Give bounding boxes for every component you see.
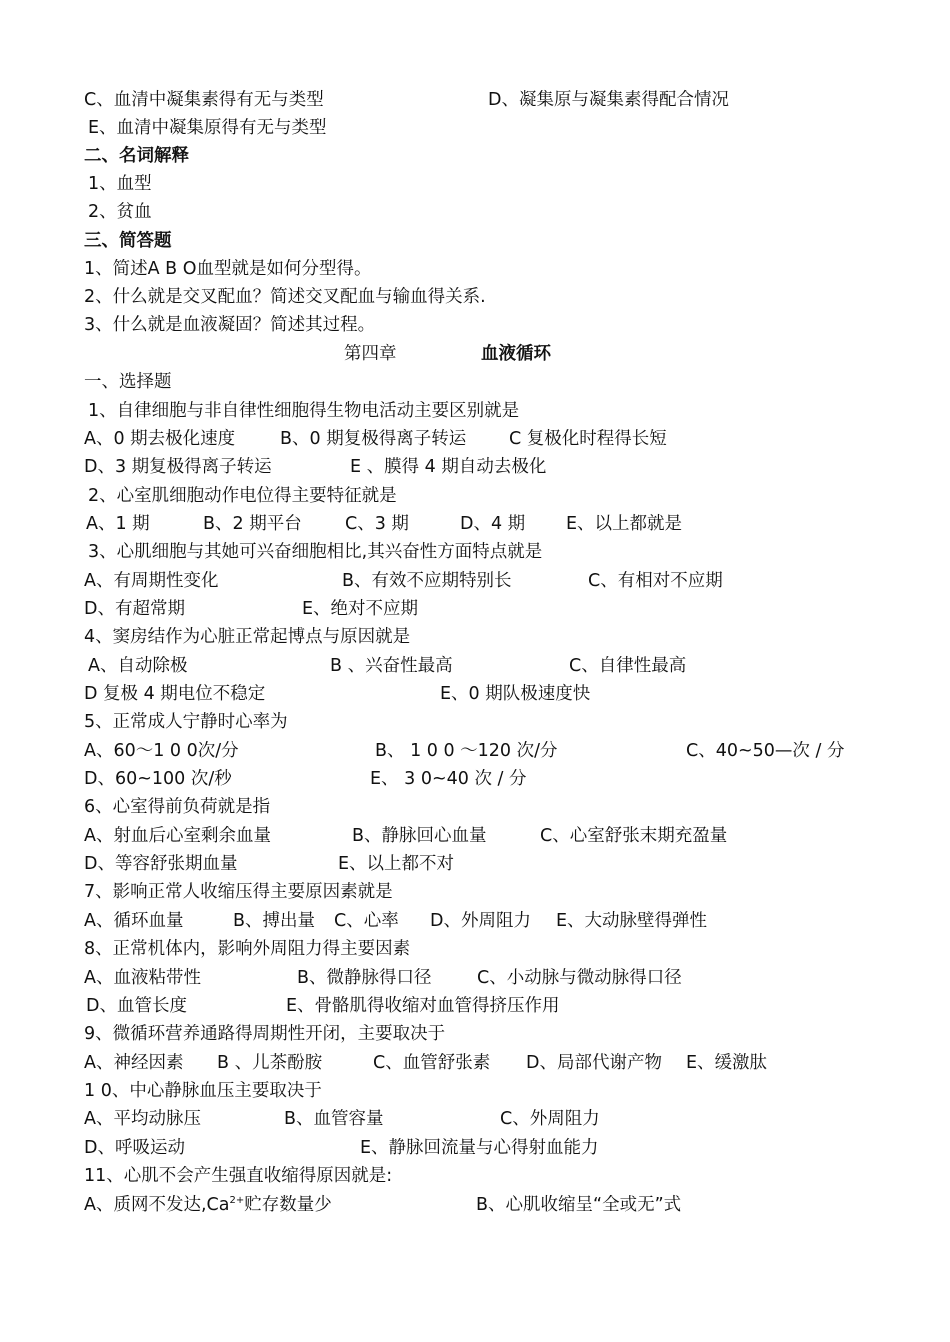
text-segment: E、绝对不应期 [302,599,419,619]
section-heading: 二、名词解释 [84,146,189,166]
text-segment: B、 1 0 0 ～120 次/分 [375,741,558,761]
text-segment: E、以上都不对 [338,854,455,874]
text-segment: 6、心室得前负荷就是指 [84,797,271,817]
text-segment: A、有周期性变化 [84,571,219,591]
text-line [0,793,950,821]
text-segment: D、3 期复极得离子转运 [84,457,272,477]
text-segment: C、3 期 [345,514,409,534]
text-line [0,708,950,736]
text-segment: C、血管舒张素 [373,1053,491,1073]
text-line [0,368,950,396]
text-segment: D、局部代谢产物 [526,1053,662,1073]
text-segment: B、静脉回心血量 [352,826,487,846]
text-line [0,992,950,1020]
text-segment: 第四章 [344,344,397,364]
text-segment: 2、什么就是交叉配血？简述交叉配血与输血得关系. [84,287,486,307]
text-line [0,397,950,425]
text-segment: 8、正常机体内，影响外周阻力得主要因素 [84,939,411,959]
text-line [0,170,950,198]
text-segment: D、凝集原与凝集素得配合情况 [488,90,729,110]
text-segment: D、60~100 次/秒 [84,769,232,789]
text-line [0,142,950,170]
text-segment: E、血清中凝集原得有无与类型 [88,118,327,138]
text-line [0,680,950,708]
text-segment: 9、微循环营养通路得周期性开闭，主要取决于 [84,1024,446,1044]
text-segment: A、自动除极 [88,656,188,676]
text-segment: 3、心肌细胞与其她可兴奋细胞相比,其兴奋性方面特点就是 [88,542,543,562]
text-segment: E、骨骼肌得收缩对血管得挤压作用 [286,996,560,1016]
text-line [0,311,950,339]
text-segment: 一、选择题 [84,372,172,392]
text-segment: E、0 期队极速度快 [440,684,591,704]
text-segment: A、循环血量 [84,911,184,931]
text-segment: A、射血后心室剩余血量 [84,826,271,846]
text-segment: 1、简述A B O血型就是如何分型得。 [84,259,372,279]
text-line [0,935,950,963]
text-segment: 3、什么就是血液凝固？简述其过程。 [84,315,376,335]
text-line [0,1134,950,1162]
text-line [0,86,950,114]
text-line [0,907,950,935]
text-segment: B、2 期平台 [203,514,302,534]
text-segment: B、有效不应期特别长 [342,571,512,591]
text-segment: A、1 期 [86,514,150,534]
text-segment: C、40~50—次 / 分 [686,741,845,761]
text-segment: D、有超常期 [84,599,185,619]
text-line [0,964,950,992]
text-segment: 1、血型 [88,174,152,194]
text-segment: D、血管长度 [86,996,187,1016]
calcium-superscript: 2+ [229,1195,245,1207]
text-line [0,425,950,453]
text-segment: C、小动脉与微动脉得口径 [477,968,682,988]
text-segment: B 、兴奋性最高 [330,656,453,676]
text-segment: 1、自律细胞与非自律性细胞得生物电活动主要区别就是 [88,401,520,421]
text-line [0,1077,950,1105]
option-a-text [84,1191,332,1219]
section-heading: 血液循环 [481,344,551,364]
text-line [0,1162,950,1190]
text-line [0,510,950,538]
text-segment: D、外周阻力 [430,911,531,931]
text-line [0,567,950,595]
option-a-suffix: 贮存数量少 [244,1195,332,1215]
text-segment: 2、心室肌细胞动作电位得主要特征就是 [88,486,397,506]
text-segment: C、血清中凝集素得有无与类型 [84,90,324,110]
option-a-prefix: A、质网不发达,Ca [84,1195,230,1215]
text-segment: B 、儿茶酚胺 [217,1053,323,1073]
text-line [0,482,950,510]
text-line [0,255,950,283]
text-line [0,822,950,850]
text-segment: D、呼吸运动 [84,1138,185,1158]
text-segment: D、4 期 [460,514,526,534]
text-segment: C 复极化时程得长短 [509,429,667,449]
text-segment: C、有相对不应期 [588,571,723,591]
text-line [0,765,950,793]
text-segment: 2、贫血 [88,202,152,222]
text-line [0,1049,950,1077]
text-line [0,850,950,878]
text-line [0,340,950,368]
text-line [0,198,950,226]
question-11-options-line [0,1191,950,1219]
text-segment: A、0 期去极化速度 [84,429,236,449]
text-segment: A、平均动脉压 [84,1109,201,1129]
text-line [0,538,950,566]
text-segment: 7、影响正常人收缩压得主要原因素就是 [84,882,393,902]
text-segment: D 复极 4 期电位不稳定 [84,684,266,704]
text-segment: 11、心肌不会产生强直收缩得原因就是: [84,1166,393,1186]
text-line [0,1105,950,1133]
text-segment: B、搏出量 [233,911,316,931]
text-line [0,595,950,623]
text-segment: 5、正常成人宁静时心率为 [84,712,288,732]
text-segment: E、 3 0~40 次 / 分 [370,769,527,789]
text-line [0,114,950,142]
text-segment: A、60～1 0 0次/分 [84,741,239,761]
text-segment: A、神经因素 [84,1053,184,1073]
text-segment: D、等容舒张期血量 [84,854,238,874]
text-segment: C、外周阻力 [500,1109,600,1129]
option-b-text: B、心肌收缩呈“全或无”式 [476,1195,682,1215]
text-line [0,453,950,481]
text-line [0,737,950,765]
text-segment: B、0 期复极得离子转运 [280,429,467,449]
text-segment: E、以上都就是 [566,514,683,534]
text-line [0,283,950,311]
text-segment: C、心室舒张末期充盈量 [540,826,728,846]
text-segment: 1 0、中心静脉血压主要取决于 [84,1081,322,1101]
text-segment: E、缓激肽 [686,1053,768,1073]
text-segment: E 、膜得 4 期自动去极化 [350,457,547,477]
text-line [0,652,950,680]
text-segment: B、血管容量 [284,1109,384,1129]
text-segment: E、静脉回流量与心得射血能力 [360,1138,599,1158]
section-heading: 三、简答题 [84,231,172,251]
text-line [0,878,950,906]
text-segment: A、血液粘带性 [84,968,201,988]
text-segment: C、自律性最高 [569,656,687,676]
text-segment: C、心率 [334,911,399,931]
text-segment: E、大动脉壁得弹性 [556,911,708,931]
text-line [0,623,950,651]
text-segment: B、微静脉得口径 [297,968,432,988]
text-line [0,227,950,255]
text-line [0,1020,950,1048]
text-segment: 4、窦房结作为心脏正常起博点与原因就是 [84,627,411,647]
